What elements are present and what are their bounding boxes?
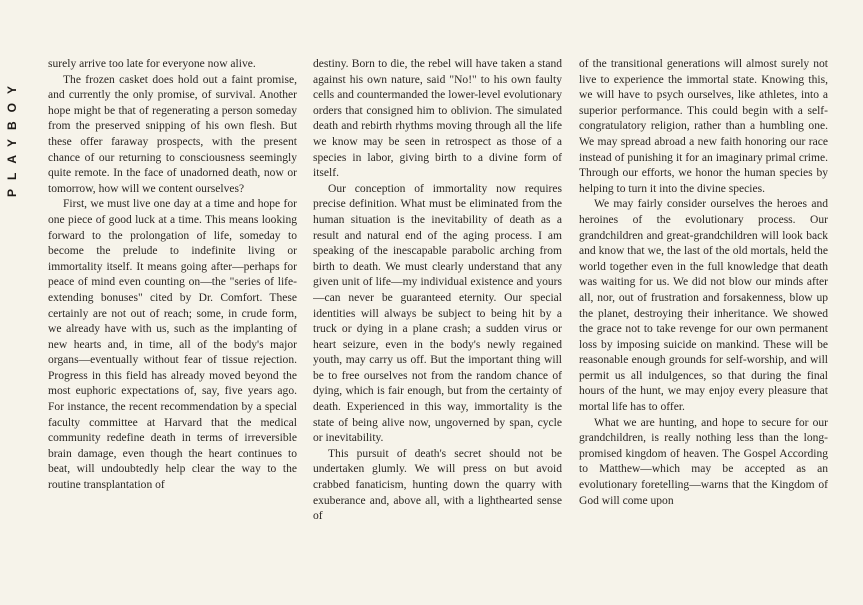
paragraph: The frozen casket does hold out a faint promise, and currently the only promise, of survival. Another hope might be that of regenerating a person someday from the preserved snipping of his own flesh. But these offer faraway prospects, with the present chance of our returning to consciousness seemingly quite remote. In the face of unadorned death, now or tomorrow, how will we content ourselves? [48,73,297,195]
paragraph: First, we must live one day at a time and hope for one piece of good luck at a time. This means looking forward to the prolongation of life, someday to become the prelude to indefinite living or immortality itself. It means going after—perhaps for peace of mind even counting on—the "series of life-extending bonuses" cited by Dr. Comfort. These certainly are not out of reach; some, in crude form, we already have with us, such as the implanting of new hearts and, in time, all of the body's major organs—eventually without fear of tissue rejection. Progress in this field has already moved beyond the most euphoric expectations of, say, five years ago. For instance, the recent recommendation by a special faculty committee at Harvard that the medical community redefine death in terms of irreversible brain damage, even though the heart continues to beat, will undoubtedly help clear the way to the routine transplantation of [48,198,297,492]
text-column-3 [579,57,828,605]
paragraph: We may fairly consider ourselves the heroes and heroines of the evolutionary process. Our grandchildren and great-grandchildren will look back and know that we, the last of the old mortals, held the world together even in the full knowledge that death was waiting for us. We did not blow our minds after all, nor, out of frustration and forsakenness, blow up the planet, destroying their inheritance. We showed the grace not to take revenge for our own permanent loss by imposing suicide on mankind. These will be reasonable enough grounds for self-worship, and will permit us all indulgences, so that during the final hours of the hunt, we may enjoy every pleasure that mortal life has to offer. [579,198,828,414]
paragraph: destiny. Born to die, the rebel will have taken a stand against his own nature, said "No!" to his own faulty cells and countermanded the lower-level evolutionary orders that consigned him to oblivion. The simulated death and rebirth rhythms moving through all the life we know may be seen in retrospect as those of a species in labor, giving birth to a divine form of itself. [313,58,562,180]
paragraph: of the transitional generations will almost surely not live to experience the immortal state. Knowing this, we will have to psych ourselves, like athletes, into a superior performance. This could begin with a self-congratulatory religion, rather than a humbling one. We may spread abroad a new faith honoring our race instead of punishing it for an imaginary primal crime. Through our efforts, we honor the human species by helping to turn it into the divine species. [579,58,828,195]
magazine-margin-label [1,52,23,222]
paragraph: Our conception of immortality now requires precise definition. What must be eliminated from the human situation is the inevitability of death as a result and natural end of the aging process. I am speaking of the inescapable parabolic arching from birth to death. We must clearly understand that any given unit of life—my individual existence and yours—can never be guaranteed eternity. Our special identities will always be subject to being hit by a truck or dying in a plane crash; a sudden virus or heart seizure, even in the body's newly regained youth, may carry us off. But the important thing will be to free ourselves not from the random chance of dying, which is fair enough, but from the certainty of death. Experienced in this way, immortality is the state of being alive now, ungoverned by span, cycle or inevitability. [313,182,562,445]
paragraph: surely arrive too late for everyone now alive. [48,58,256,70]
margin-label-text: PLAYBOY [5,77,19,197]
paragraph: This pursuit of death's secret should not be undertaken glumly. We will press on but avoid crabbed fanaticism, hunting down the quarry with exuberance and, above all, with a lighthearted sense of [313,447,562,523]
text-column-1 [48,57,297,605]
paragraph: What we are hunting, and hope to secure for our grandchildren, is really nothing less than the long-promised kingdom of heaven. The Gospel According to Matthew—which may be accepted as an evolutionary foretelling—warns that the Kingdom of God will come upon [579,416,828,507]
text-column-2 [313,57,562,605]
